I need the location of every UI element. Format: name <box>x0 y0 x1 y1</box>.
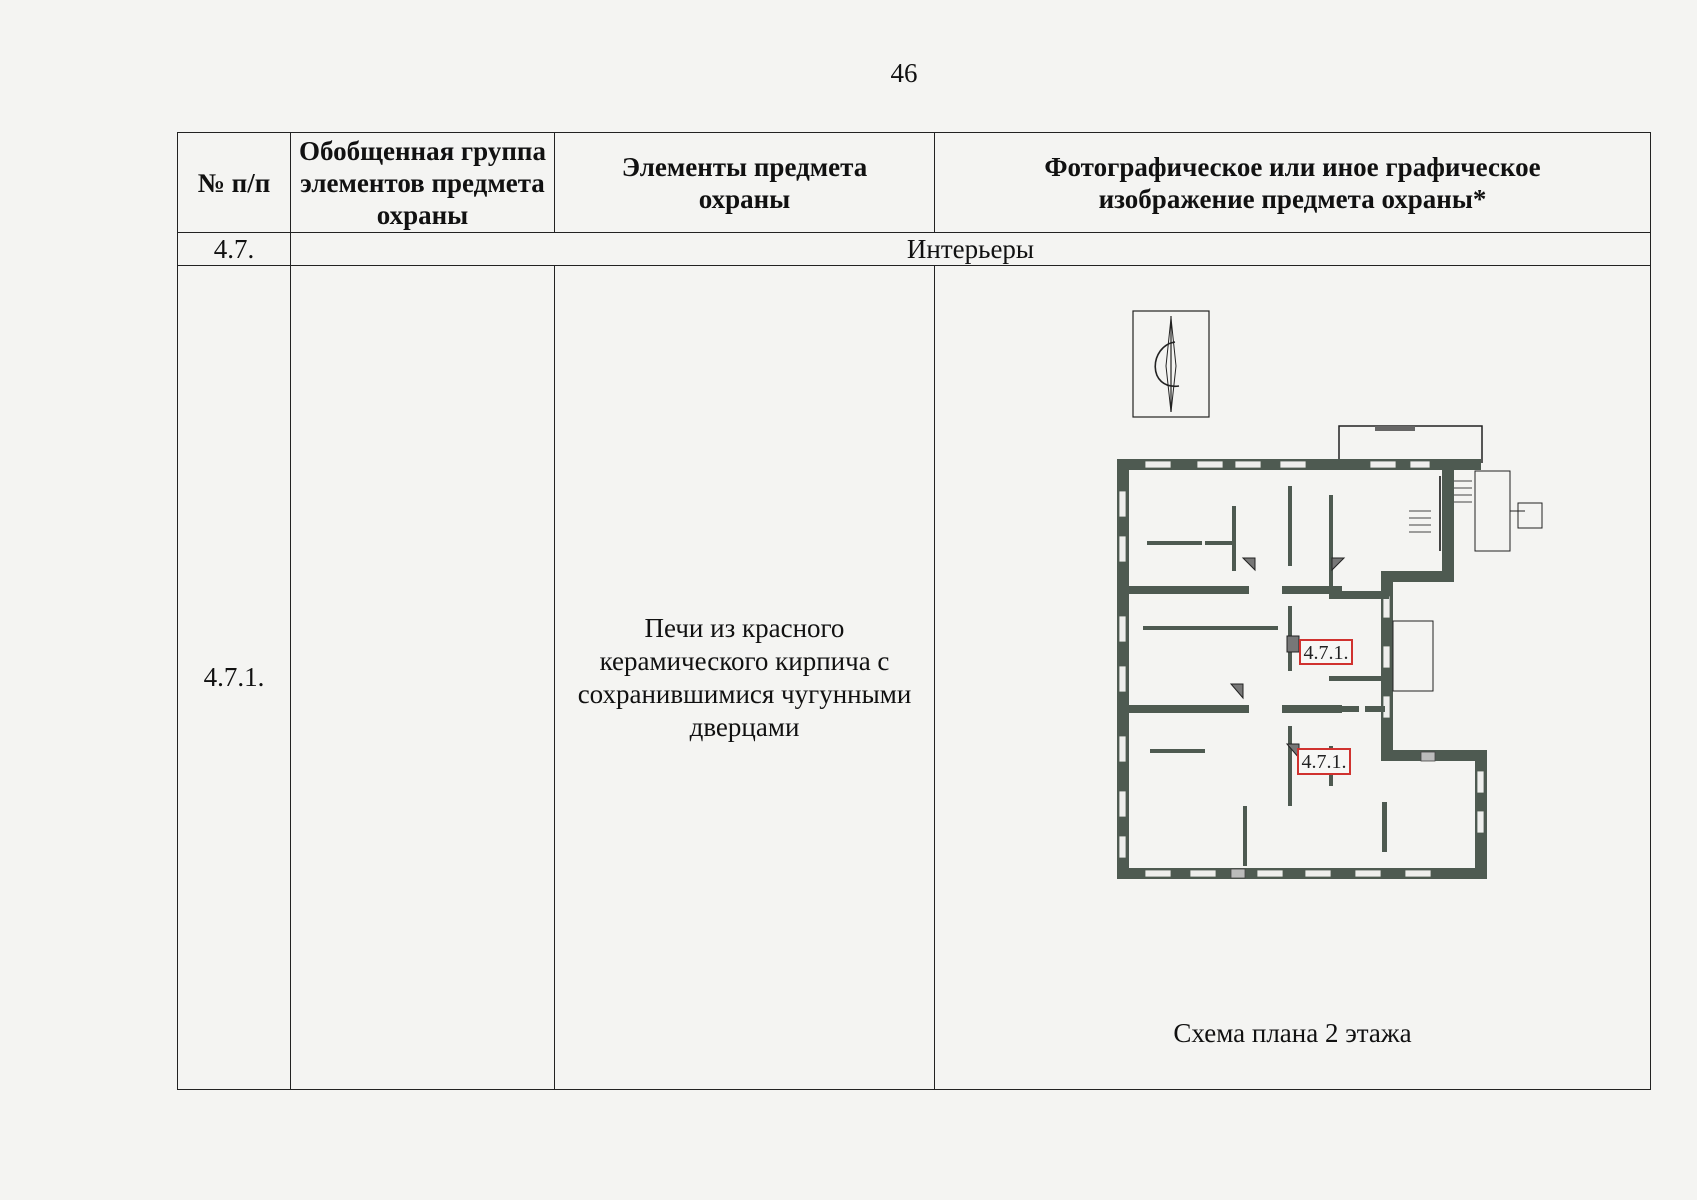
svg-text:4.7.1.: 4.7.1. <box>1301 751 1347 773</box>
header-image: Фотографическое или иное графическое изображение предмета охраны* <box>935 133 1651 233</box>
row-num: 4.7.1. <box>178 266 291 1090</box>
table-row <box>178 266 1651 1090</box>
table-header-row <box>178 133 1651 233</box>
plan-label-2 <box>1298 749 1350 774</box>
outer-walls <box>1117 459 1487 879</box>
north-arrow-icon <box>1133 311 1209 417</box>
row-elements: Печи из красного керамического кирпича с сохранившимися чугунными дверцами <box>555 266 935 1090</box>
stair-annex <box>1339 426 1542 551</box>
floor-plan <box>935 266 1651 1088</box>
section-num: 4.7. <box>178 233 291 266</box>
protection-table <box>177 132 1651 1090</box>
plan-caption: Схема плана 2 этажа <box>1173 1018 1412 1048</box>
svg-text:4.7.1.: 4.7.1. <box>1303 642 1349 664</box>
plan-label-1 <box>1300 640 1352 664</box>
section-title: Интерьеры <box>291 233 1651 266</box>
header-num: № п/п <box>178 133 291 233</box>
balcony <box>1393 621 1433 691</box>
row-image-cell <box>935 266 1651 1090</box>
header-elements: Элементы предмета охраны <box>555 133 935 233</box>
window-hatched <box>1231 869 1245 878</box>
windows <box>1119 461 1484 877</box>
section-row <box>178 233 1651 266</box>
page-number: 46 <box>890 58 918 88</box>
row-group <box>291 266 555 1090</box>
header-group: Обобщенная группа элементов предмета охраны <box>291 133 555 233</box>
interior-walls <box>1129 486 1389 866</box>
window-hatched-2 <box>1421 752 1435 761</box>
